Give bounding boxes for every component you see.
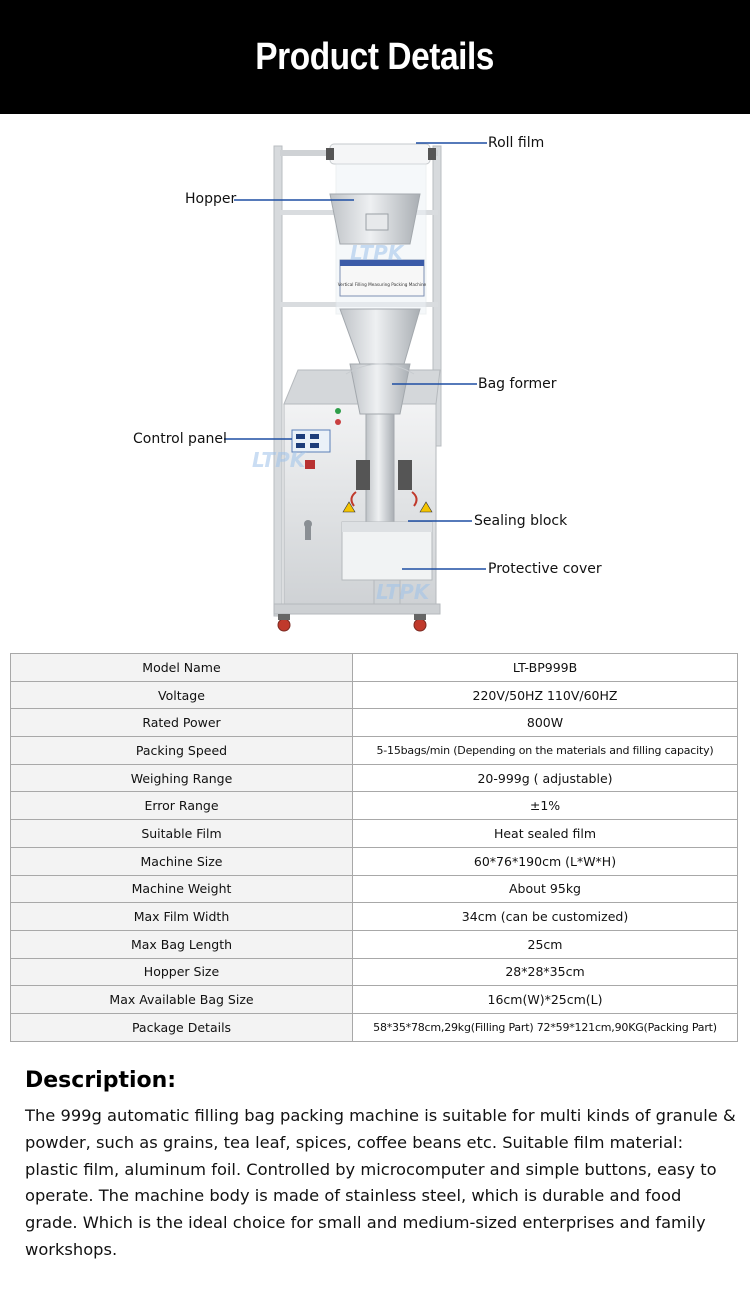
callout-roll-film: Roll film xyxy=(488,135,545,151)
table-row xyxy=(11,709,738,737)
spec-value: 58*35*78cm,29kg(Filling Part) 72*59*121cm,90KG(Packing Part) xyxy=(353,1013,738,1041)
page-header xyxy=(0,0,750,114)
spec-label: Max Available Bag Size xyxy=(11,986,353,1014)
spec-value: LT-BP999B xyxy=(353,654,738,682)
machine-figure xyxy=(0,114,750,644)
spec-value: 28*28*35cm xyxy=(353,958,738,986)
table-row xyxy=(11,820,738,848)
callout-hopper: Hopper xyxy=(185,191,237,207)
spec-label: Model Name xyxy=(11,654,353,682)
spec-label: Error Range xyxy=(11,792,353,820)
callout-control-panel: Control panel xyxy=(133,431,227,447)
spec-value: 60*76*190cm (L*W*H) xyxy=(353,847,738,875)
spec-value: 220V/50HZ 110V/60HZ xyxy=(353,681,738,709)
spec-value: 34cm (can be customized) xyxy=(353,903,738,931)
spec-value: ±1% xyxy=(353,792,738,820)
spec-value: 800W xyxy=(353,709,738,737)
spec-label: Machine Size xyxy=(11,847,353,875)
table-row xyxy=(11,654,738,682)
spec-label: Max Bag Length xyxy=(11,930,353,958)
watermark-2: LTPK xyxy=(252,448,306,472)
callout-bag-former: Bag former xyxy=(478,376,557,392)
spec-value: 16cm(W)*25cm(L) xyxy=(353,986,738,1014)
table-row xyxy=(11,986,738,1014)
page-title: Product Details xyxy=(255,35,495,78)
description-body: The 999g automatic filling bag packing machine is suitable for multi kinds of granule & powder, such as grains, tea leaf, spices, coffee beans etc. Suitable film material: plastic film, aluminum foil. Controlled by microcomputer and simple buttons, easy to operate. The machine body is made of stainless steel, which is durable and food grade. Which is the ideal choice for small and medium-sized enterprises and family workshops. xyxy=(25,1106,736,1259)
spec-value: Heat sealed film xyxy=(353,820,738,848)
callout-sealing-block: Sealing block xyxy=(474,513,568,529)
watermark-3: LTPK xyxy=(376,580,430,604)
spec-label: Rated Power xyxy=(11,709,353,737)
spec-label: Machine Weight xyxy=(11,875,353,903)
spec-label: Suitable Film xyxy=(11,820,353,848)
spec-label: Weighing Range xyxy=(11,764,353,792)
spec-label: Hopper Size xyxy=(11,958,353,986)
table-row xyxy=(11,875,738,903)
spec-label: Max Film Width xyxy=(11,903,353,931)
spec-value: 25cm xyxy=(353,930,738,958)
machine-illustration xyxy=(0,114,750,644)
spec-table xyxy=(10,653,738,1042)
spec-value: About 95kg xyxy=(353,875,738,903)
table-row xyxy=(11,737,738,765)
spec-value: 5-15bags/min (Depending on the materials and filling capacity) xyxy=(353,737,738,765)
description-title: Description: xyxy=(25,1068,177,1093)
table-row xyxy=(11,681,738,709)
spec-value: 20-999g ( adjustable) xyxy=(353,764,738,792)
table-row xyxy=(11,930,738,958)
table-row xyxy=(11,764,738,792)
table-row xyxy=(11,958,738,986)
machine-panel-label: Vertical Filling Measuring Packing Machine xyxy=(337,282,427,287)
spec-label: Voltage xyxy=(11,681,353,709)
spec-label: Package Details xyxy=(11,1013,353,1041)
hopper xyxy=(330,194,427,364)
table-row xyxy=(11,903,738,931)
watermark-1: LTPK xyxy=(350,241,404,265)
table-row xyxy=(11,1013,738,1041)
spec-label: Packing Speed xyxy=(11,737,353,765)
table-row xyxy=(11,792,738,820)
callout-protective-cover: Protective cover xyxy=(488,561,602,577)
table-row xyxy=(11,847,738,875)
